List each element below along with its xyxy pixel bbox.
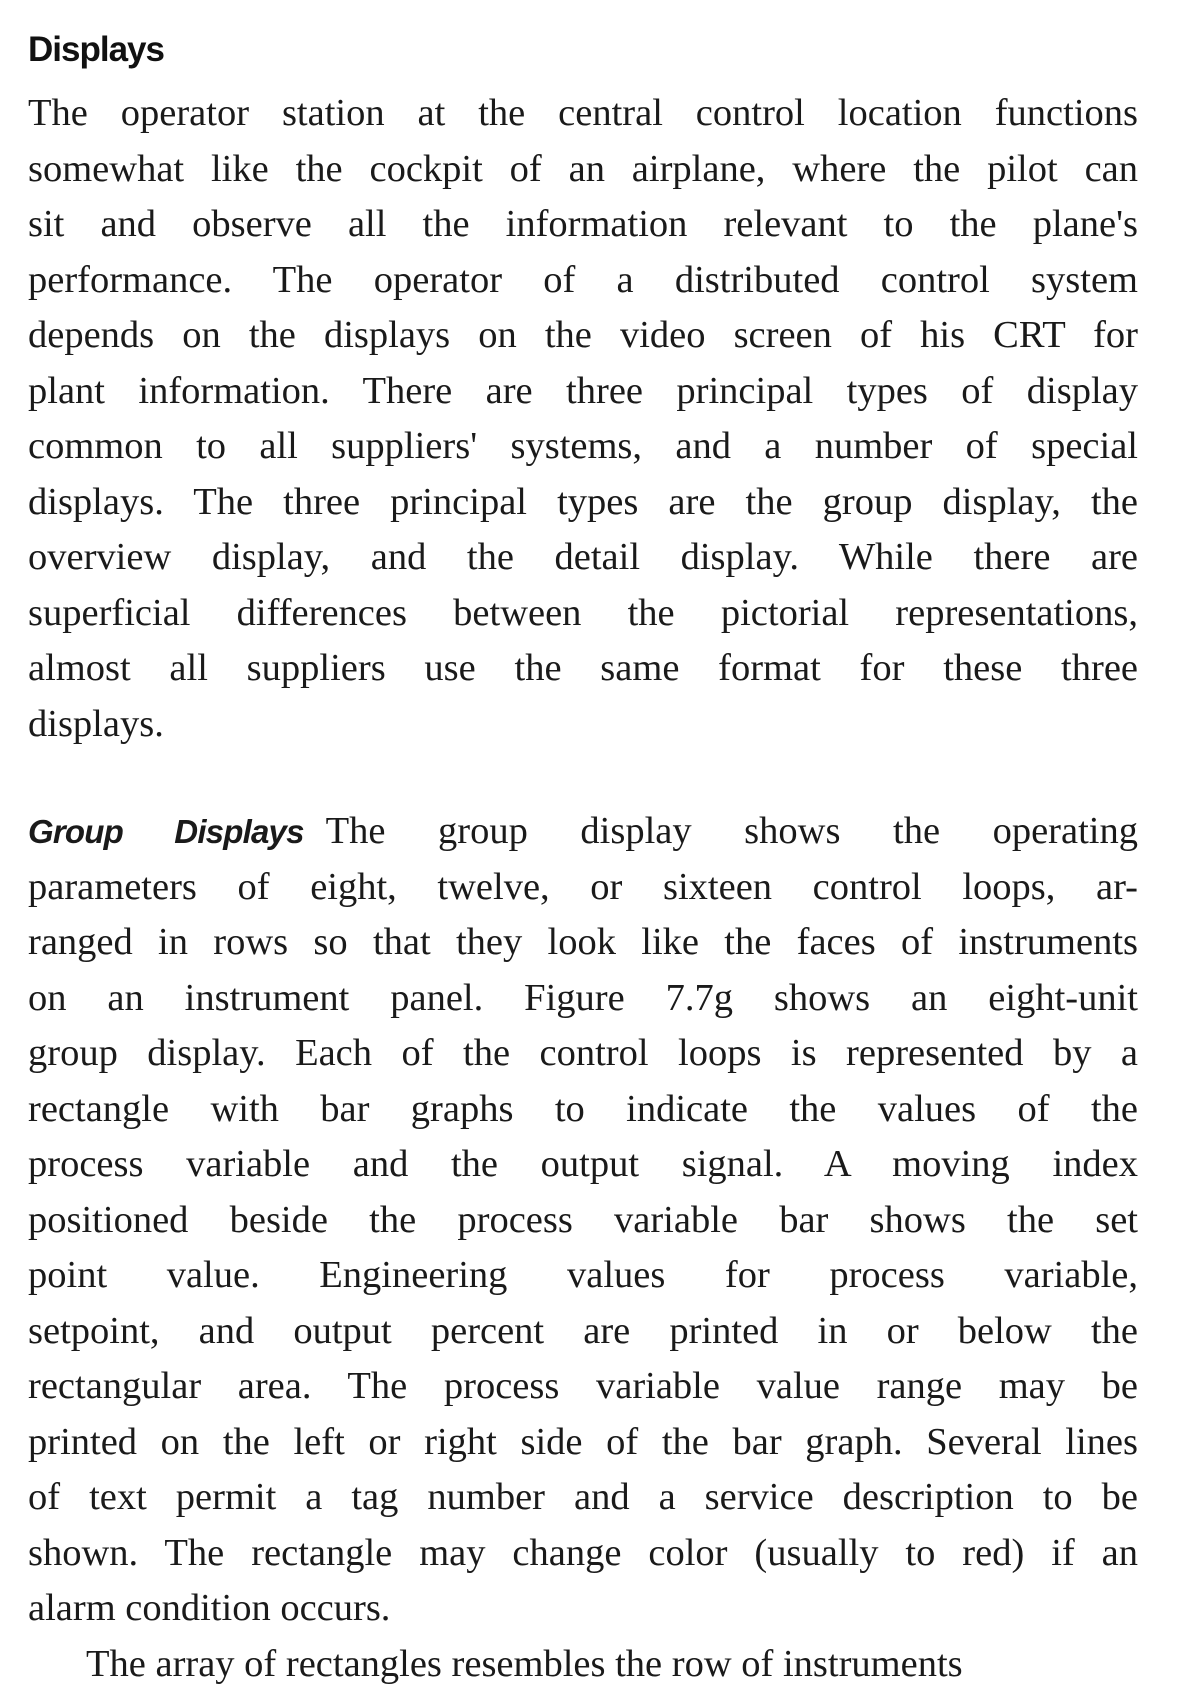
text-line: ranged in rows so that they look like the faces of instruments (28, 921, 1138, 963)
text-line: rectangular area. The process variable value range may be (28, 1365, 1138, 1407)
text-line: displays. (28, 702, 164, 745)
text-line: sit and observe all the information relevant to the plane's (28, 203, 1138, 245)
text-line: setpoint, and output percent are printed in or below the (28, 1309, 1138, 1352)
text-line: shown. The rectangle may change color (usually to red) if an (28, 1531, 1138, 1574)
text-line: alarm condition occurs. (28, 1587, 391, 1629)
text-line: almost all suppliers use the same format for these three (28, 647, 1138, 689)
text-line: on an instrument panel. Figure 7.7g shows an eight-unit (28, 976, 1138, 1019)
document-page (28, 22, 1138, 1692)
text-line: printed on the left or right side of the bar graph. Several lines (28, 1420, 1138, 1463)
text-line: performance. The operator of a distributed control system (28, 258, 1138, 301)
text-line: parameters of eight, twelve, or sixteen control loops, ar- (28, 865, 1138, 908)
text-line: rectangle with bar graphs to indicate the values of the (28, 1087, 1138, 1130)
text-line: group display. Each of the control loops is represented by a (28, 1032, 1138, 1074)
paragraph-array (28, 1637, 1138, 1693)
text-line: The array of rectangles resembles the row of instruments (86, 1642, 963, 1685)
text-line: The operator station at the central control location functions (28, 92, 1138, 134)
text-line: of text permit a tag number and a service description to be (28, 1476, 1138, 1518)
text-line: common to all suppliers' systems, and a number of special (28, 425, 1138, 467)
runin-heading: Group Displays (28, 813, 304, 850)
paragraph-group-displays (28, 804, 1138, 1637)
text-line-with-runin (28, 804, 1138, 860)
text-line: displays. The three principal types are the group display, the (28, 480, 1138, 523)
text-line: somewhat like the cockpit of an airplane, where the pilot can (28, 147, 1138, 190)
paragraph-intro (28, 86, 1138, 752)
section-heading: Displays (28, 30, 164, 69)
text-line: depends on the displays on the video screen of his CRT for (28, 314, 1138, 356)
text-line: overview display, and the detail display. While there are (28, 536, 1138, 578)
text-line: process variable and the output signal. A moving index (28, 1143, 1138, 1185)
text-line: plant information. There are three principal types of display (28, 369, 1138, 412)
text-line: point value. Engineering values for process variable, (28, 1254, 1138, 1296)
text-line: positioned beside the process variable bar shows the set (28, 1198, 1138, 1241)
text-line: The group display shows the operating (325, 810, 1138, 852)
text-line: superficial differences between the pictorial representations, (28, 591, 1138, 634)
